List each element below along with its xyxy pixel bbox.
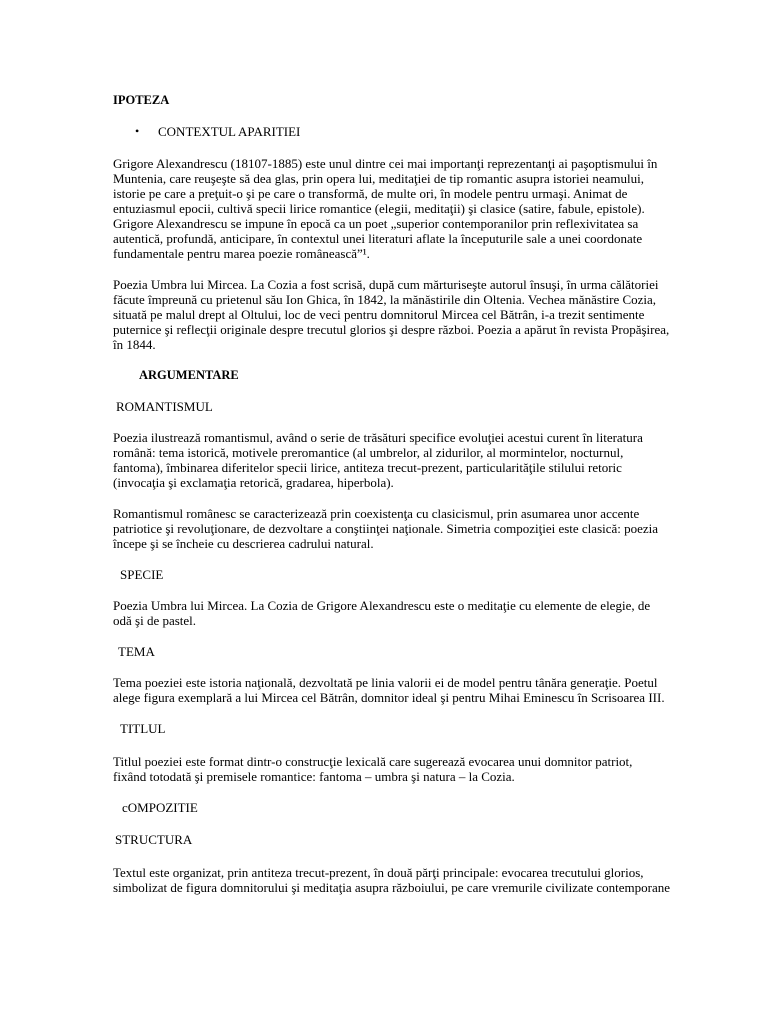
paragraph-line: Muntenia, care reuşeşte să dea glas, prin opera lui, meditaţiei de tip romantic asupra istoriei neamului,	[113, 171, 645, 186]
paragraph-line: odă şi de pastel.	[113, 613, 197, 628]
paragraph-line: Titlul poeziei este format dintr-o construcţie lexicală care sugerează evocarea unui domnitor patriot,	[113, 754, 633, 769]
paragraph-line: situată pe malul drept al Oltului, loc de veci pentru domnitorul Mircea cel Bătrân, i-a trezit sentimente	[113, 307, 645, 322]
structura-heading: STRUCTURA	[115, 832, 193, 847]
paragraph-line: Poezia ilustrează romantismul, având o serie de trăsături specifice evoluţiei acestui curent în literatura	[113, 430, 643, 445]
paragraph-line: simbolizat de figura domnitorului şi meditaţia asupra războiului, pe care vremurile civilizate contemporane	[113, 880, 670, 895]
romantismul-heading: ROMANTISMUL	[116, 399, 213, 414]
paragraph-line: fundamentale pentru marea poezie românească”¹.	[113, 246, 370, 261]
paragraph-line: Romantismul românesc se caracterizează prin coexistenţa cu clasicismul, prin asumarea unor accente	[113, 506, 640, 521]
paragraph-line: Grigore Alexandrescu se impune în epocă ca un poet „superior contemporanilor prin reflexivitatea sa	[113, 216, 639, 231]
compozitie-heading: cOMPOZITIE	[122, 800, 198, 815]
context-heading: CONTEXTUL APARITIEI	[158, 124, 301, 139]
paragraph-line: patriotice şi revoluţionare, de dezvoltare a conştiinţei naţionale. Simetria compoziţiei este clasică: poezia	[113, 521, 659, 536]
paragraph-line: fixând totodată şi premisele romantice: fantoma – umbra şi natura – la Cozia.	[113, 769, 515, 784]
paragraph-line: făcute împreună cu prietenul său Ion Ghica, în 1842, la mănăstirile din Oltenia. Vechea mănăstire Cozia,	[113, 292, 657, 307]
document-title: IPOTEZA	[113, 93, 170, 107]
paragraph-line: începe şi se încheie cu descrierea cadrului natural.	[113, 536, 374, 551]
paragraph-line: entuziasmul epocii, cultivă specii lirice romantice (elegii, meditaţii) şi clasice (satire, fabule, epistole).	[113, 201, 645, 216]
paragraph-line: autentică, profundă, anticipare, în contextul unei literaturi aflate la începuturile sale a unei coordonate	[113, 231, 643, 246]
paragraph-line: Poezia Umbra lui Mircea. La Cozia de Grigore Alexandrescu este o meditaţie cu elemente de elegie, de	[113, 598, 651, 613]
paragraph-line: în 1844.	[113, 337, 156, 352]
titlul-heading: TITLUL	[120, 721, 166, 736]
tema-heading: TEMA	[118, 644, 155, 659]
paragraph-line: Textul este organizat, prin antiteza trecut-prezent, în două părţi principale: evocarea trecutului glorios,	[113, 865, 644, 880]
paragraph-line: Poezia Umbra lui Mircea. La Cozia a fost scrisă, după cum mărturiseşte autorul însuşi, în urma călătoriei	[113, 277, 659, 292]
bullet-icon: •	[135, 124, 140, 138]
paragraph-line: Grigore Alexandrescu (18107-1885) este unul dintre cei mai importanţi reprezentanţi ai paşoptismului în	[113, 156, 658, 171]
paragraph-line: română: tema istorică, motivele preromantice (al umbrelor, al zidurilor, al mormintelor, nocturnul,	[113, 445, 624, 460]
paragraph-line: puternice şi reflecţii originale despre trecutul glorios şi despre război. Poezia a apărut în revista Propăşirea,	[113, 322, 670, 337]
paragraph-line: (invocaţia şi exclamaţia retorică, gradarea, hiperbola).	[113, 475, 394, 490]
paragraph-line: Tema poeziei este istoria naţională, dezvoltată pe linia valorii ei de model pentru tânăra generaţie. Poetul	[113, 675, 658, 690]
paragraph-line: istorie pe care a preţuit-o şi pe care o transformă, de multe ori, în modele pentru urmaşi. Animat de	[113, 186, 628, 201]
argumentare-heading: ARGUMENTARE	[139, 368, 239, 382]
specie-heading: SPECIE	[120, 567, 164, 582]
paragraph-line: alege figura exemplară a lui Mircea cel Bătrân, domnitor ideal şi pentru Mihai Eminescu în Scrisoarea III.	[113, 690, 665, 705]
paragraph-line: fantoma), îmbinarea diferitelor specii lirice, antiteza trecut-prezent, particularităţile stilului retoric	[113, 460, 622, 475]
